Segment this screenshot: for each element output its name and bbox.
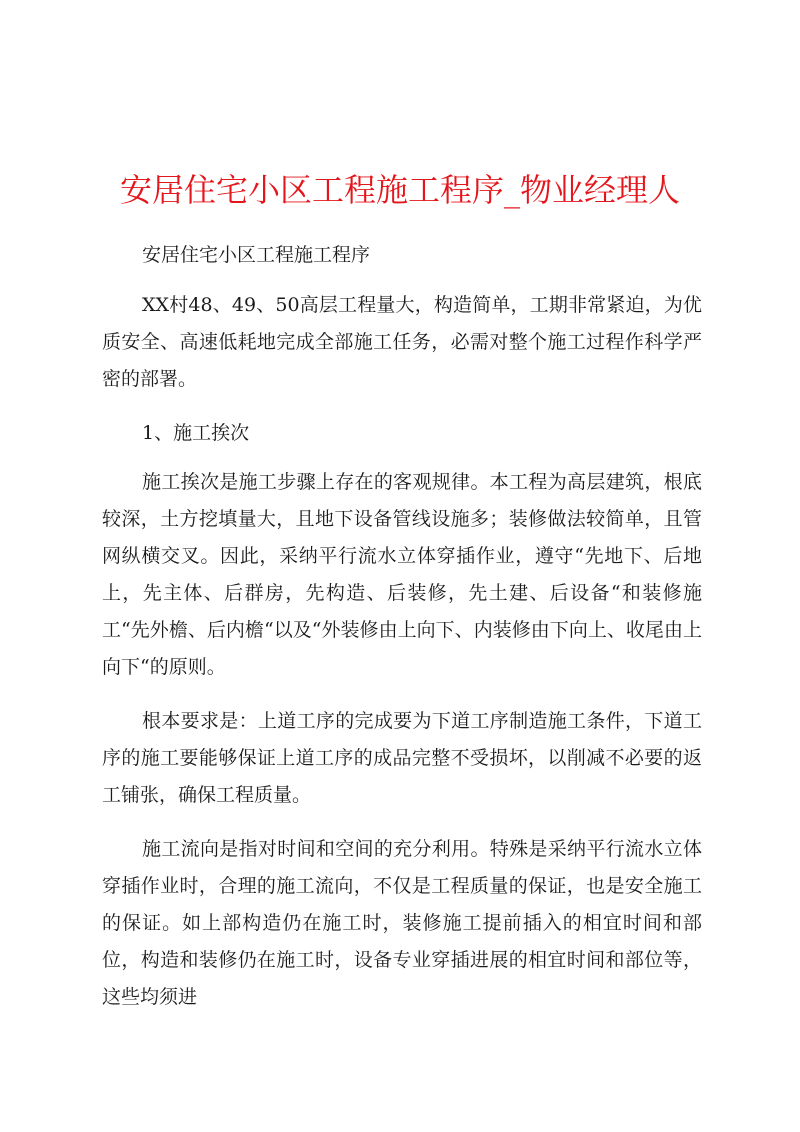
requirements-paragraph: 根本要求是：上道工序的完成要为下道工序制造施工条件，下道工序的施工要能够保证上道工序的成品完整不受损坏，以削减不必要的返工铺张，确保工程质量。 xyxy=(102,710,702,806)
intro-paragraph: XX村48、49、50高层工程量大，构造简单，工期非常紧迫，为优质安全、高速低耗地完成全部施工任务，必需对整个施工过程作科学严密的部署。 xyxy=(102,294,702,390)
section-heading: 1、施工挨次 xyxy=(142,422,250,444)
document-body xyxy=(102,237,702,1033)
document-title: 安居住宅小区工程施工程序_物业经理人 xyxy=(119,171,680,209)
flow-paragraph: 施工流向是指对时间和空间的充分利用。特殊是采纳平行流水立体穿插作业时，合理的施工流向，不仅是工程质量的保证，也是安全施工的保证。如上部构造仍在施工时，装修施工提前插入的相宜时间和部位，构造和装修仍在施工时，设备专业穿插进展的相宜时间和部位等，这些均须进 xyxy=(102,838,702,1008)
sequence-paragraph: 施工挨次是施工步骤上存在的客观规律。本工程为高层建筑，根底较深，土方挖填量大，且地下设备管线设施多；装修做法较简单，且管网纵横交叉。因此，采纳平行流水立体穿插作业，遵守“先地下、后地上，先主体、后群房，先构造、后装修，先土建、后设备“和装修施工“先外檐、后内檐“以及“外装修由上向下、内装修由下向上、收尾由上向下“的原则。 xyxy=(102,471,702,678)
section-subtitle: 安居住宅小区工程施工程序 xyxy=(142,244,371,266)
